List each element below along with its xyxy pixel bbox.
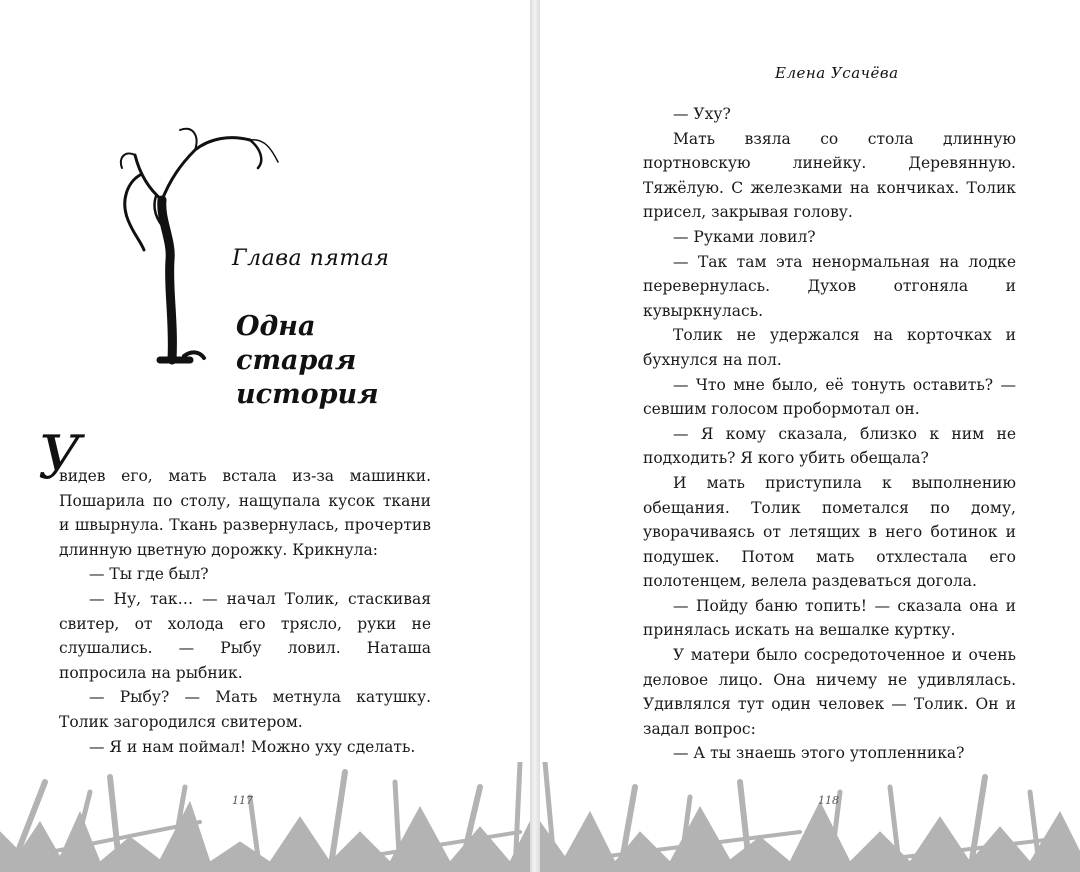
paragraph: — А ты знаешь этого утопленника? [673,744,965,763]
chapter-title-line: история [236,379,379,410]
paragraph: — Что мне было, её тонуть оставить? — севшим голосом пробормотал он. [643,375,1016,419]
paragraph: — Ты где был? [89,565,209,584]
drop-cap: У [38,423,82,493]
grass-decoration-right [540,762,1080,872]
body-text-right [643,102,1016,766]
paragraph: — Так там эта ненормальная на лодке перевернулась. Духов отгоняла и кувыркнулась. [643,252,1016,320]
page-number: 117 [232,794,253,807]
paragraph: Толик не удержался на корточках и бухнулся на пол. [643,326,1016,369]
paragraph: У матери было сосредоточенное и очень деловое лицо. Она ничему не удивлялась. Удивлялся тут один человек — Толик. Он и задал вопрос: [643,646,1016,738]
paragraph: И мать приступила к выполнению обещания. Толик пометался по дому, уворачиваясь от летящих в него ботинок и подушек. Потом мать отхлестала его полотенцем, велела раздеваться догола. [643,473,1016,591]
body-text-left [59,464,431,759]
grass-decoration-left [0,762,530,872]
paragraph: — Рыбу? — Мать метнула катушку. Толик загородился свитером. [59,688,431,731]
paragraph: — Я кому сказала, близко к ним не подходить? Я кого убить обещала? [643,424,1016,468]
left-page [0,0,530,872]
chapter-label: Глава пятая [232,246,390,271]
paragraph: Мать взяла со стола длинную портновскую линейку. Деревянную. Тяжёлую. С железками на кончиках. Толик присел, закрывая голову. [643,129,1016,222]
paragraph: — Уху? [673,105,731,123]
chapter-title-line: Одна старая [236,311,357,376]
running-head: Елена Усачёва [775,64,899,82]
paragraph: — Руками ловил? [673,227,816,246]
book-gutter [530,0,540,872]
chapter-title [236,310,426,412]
paragraph: — Пойду баню топить! — сказала она и принялась искать на вешалке куртку. [643,596,1016,640]
paragraph: видев его, мать встала из-за машинки. Пошарила по столу, нащупала кусок ткани и швырнула. Ткань развернулась, прочертив длинную цветную дорожку. Крикнула: [59,467,431,559]
page-number: 118 [818,794,839,807]
paragraph: — Я и нам поймал! Можно уху сделать. [89,737,416,756]
paragraph: — Ну, так… — начал Толик, стаскивая свитер, от холода его трясло, руки не слушались. — Рыбу ловил. Наташа попросила на рыбник. [59,589,431,682]
